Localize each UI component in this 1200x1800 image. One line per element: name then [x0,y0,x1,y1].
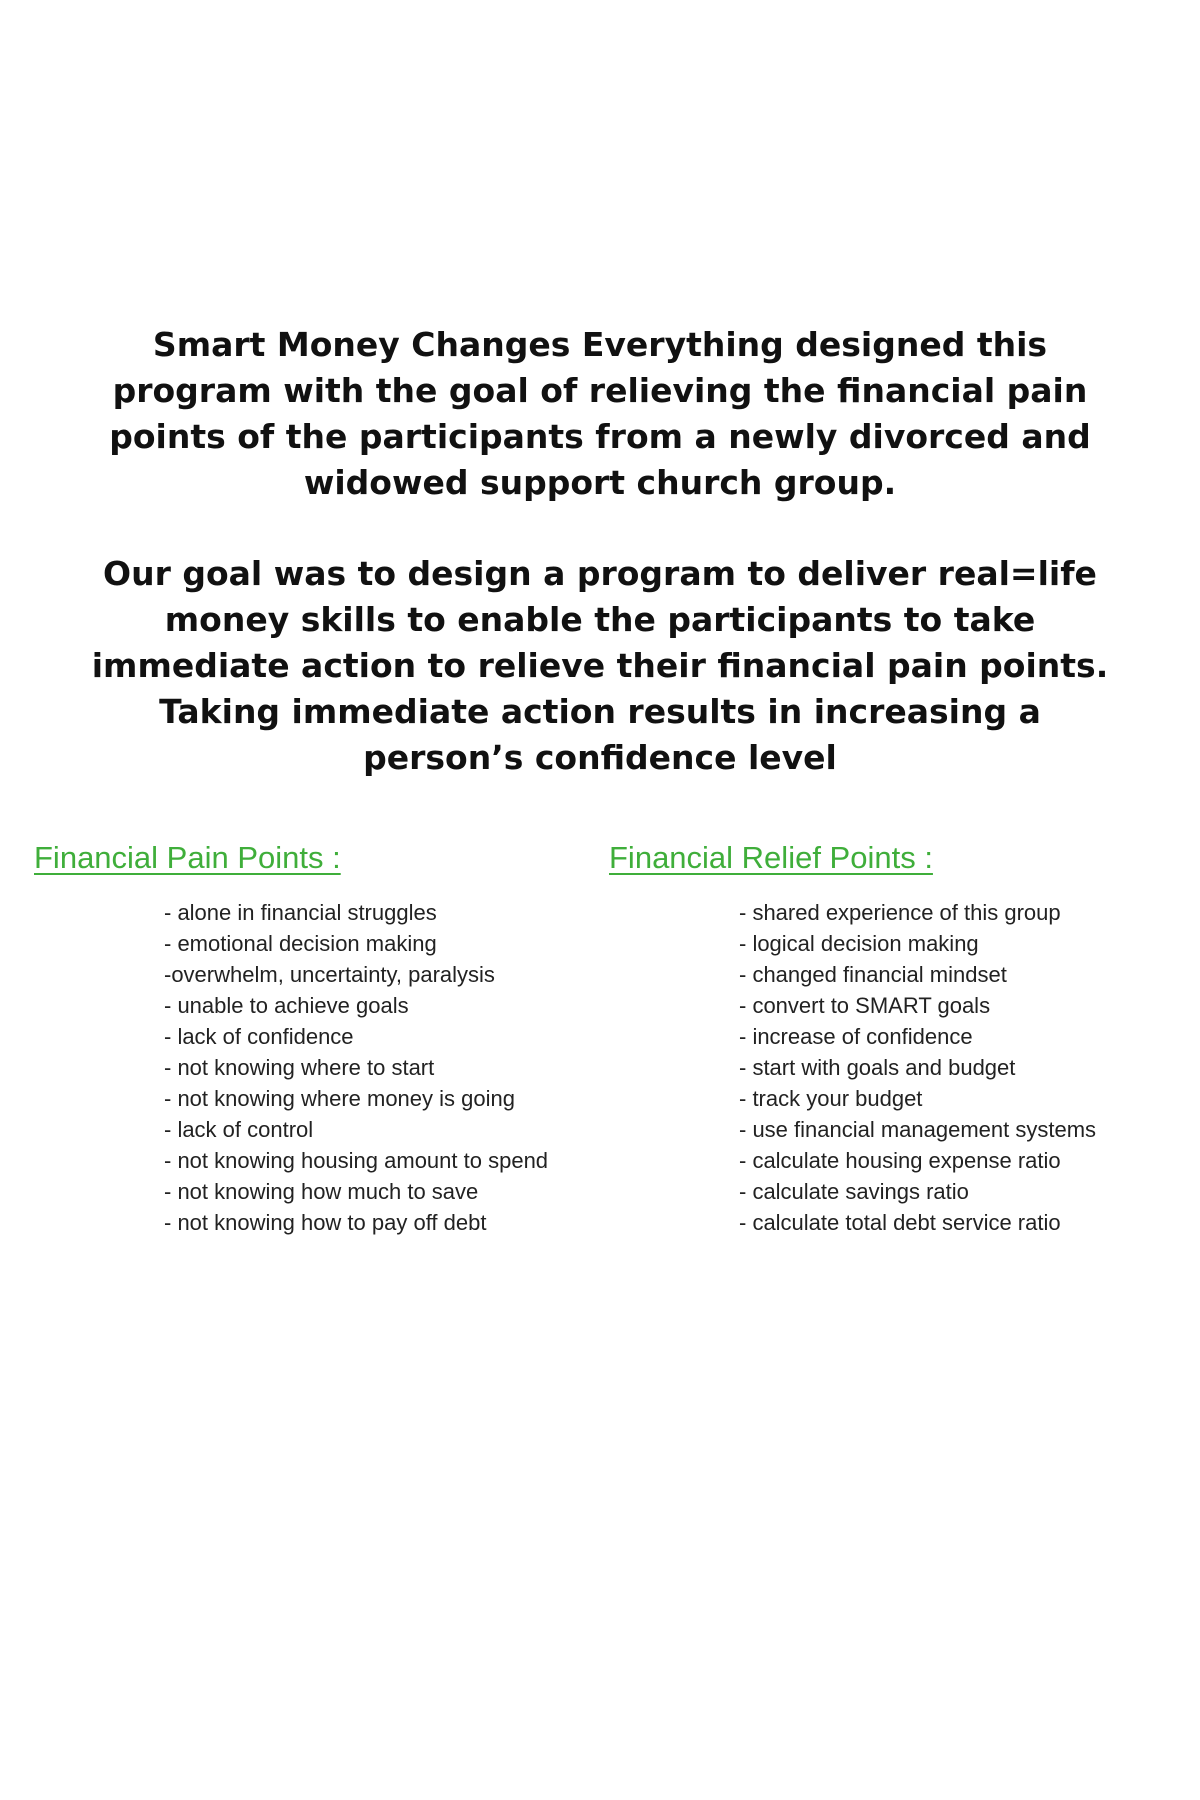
relief-point-item: - convert to SMART goals [739,993,991,1018]
pain-point-item: - alone in financial struggles [164,900,437,925]
relief-point-item: - start with goals and budget [739,1055,1016,1080]
relief-point-item: - increase of confidence [739,1024,973,1049]
pain-point-item: - unable to achieve goals [164,993,409,1018]
relief-point-item: - logical decision making [739,931,979,956]
pain-points-heading: Financial Pain Points : [34,840,341,875]
relief-point-item: - calculate housing expense ratio [739,1148,1061,1173]
pain-point-item: - not knowing how to pay off debt [164,1210,487,1235]
relief-point-item: - track your budget [739,1086,923,1111]
relief-points-heading: Financial Relief Points : [609,840,933,875]
intro-paragraph-program: Smart Money Changes Everything designed this program with the goal of relieving the financial pain points of the participants from a newly divorced and widowed support church group. [109,325,1091,502]
relief-point-item: - shared experience of this group [739,900,1061,925]
pain-point-item: - not knowing how much to save [164,1179,479,1204]
pain-point-item: - lack of control [164,1117,314,1142]
relief-point-item: - calculate total debt service ratio [739,1210,1061,1235]
pain-point-item: - not knowing where to start [164,1055,435,1080]
relief-point-item: - changed financial mindset [739,962,1007,987]
relief-point-item: - use financial management systems [739,1117,1097,1142]
pain-point-item: -overwhelm, uncertainty, paralysis [164,962,495,987]
pain-point-item: - lack of confidence [164,1024,354,1049]
relief-point-item: - calculate savings ratio [739,1179,969,1204]
pain-point-item: - not knowing where money is going [164,1086,515,1111]
pain-point-item: - not knowing housing amount to spend [164,1148,549,1173]
relief-points-list [739,897,1096,1238]
pain-point-item: - emotional decision making [164,931,437,956]
pain-points-list [164,897,548,1238]
intro-paragraph-goal: Our goal was to design a program to deliver real=life money skills to enable the participants to take immediate action to relieve their financial pain points. Taking immediate action results in increasing a person’s confidence level [91,554,1109,777]
